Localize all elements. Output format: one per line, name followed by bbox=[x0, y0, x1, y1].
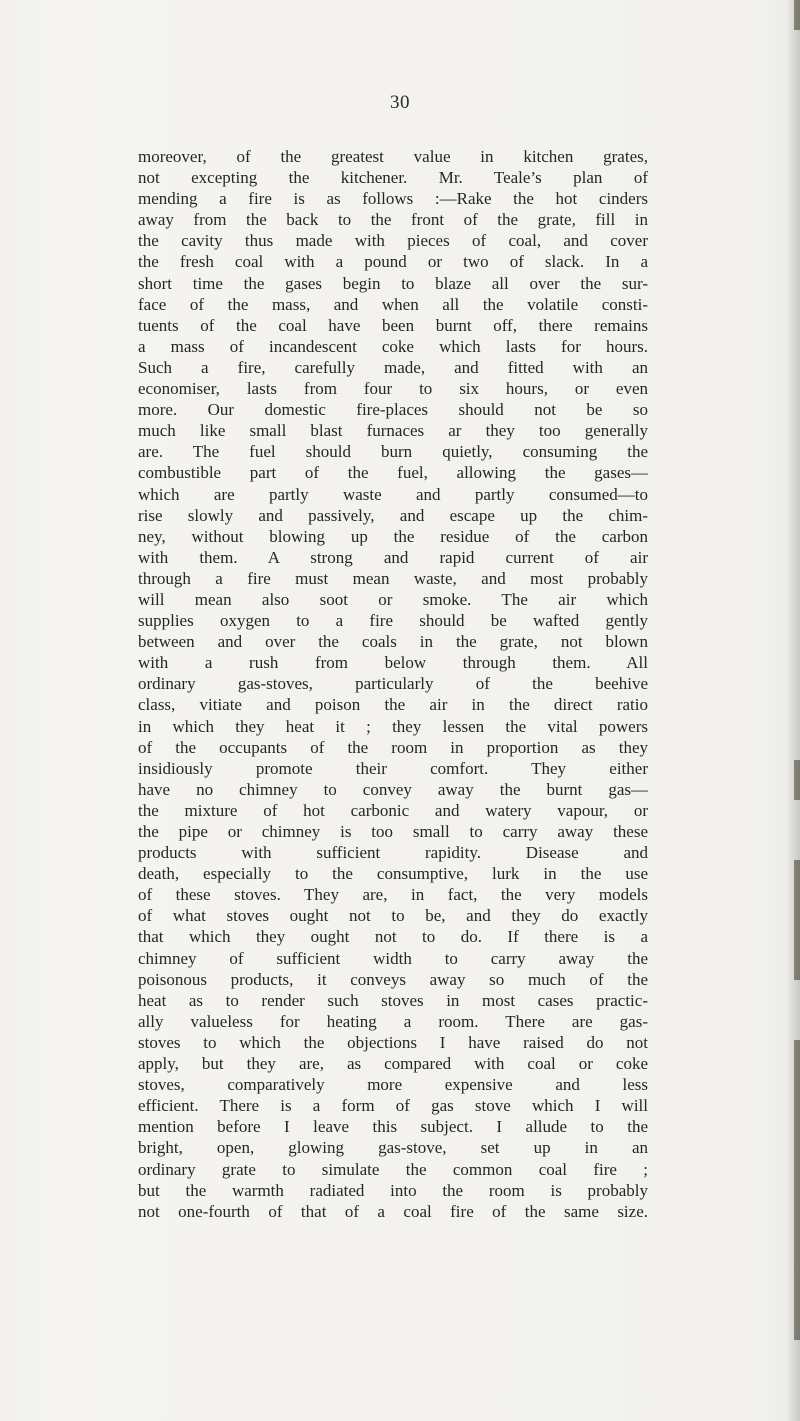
page-number: 30 bbox=[390, 92, 410, 113]
text-line: much like small blast furnaces ar they too generally bbox=[138, 421, 648, 441]
text-line: ney, without blowing up the residue of the carbon bbox=[138, 526, 648, 546]
text-line: are. The fuel should burn quietly, consuming the bbox=[138, 442, 648, 462]
text-line: stoves to which the objections I have raised do not bbox=[138, 1032, 648, 1052]
text-line: poisonous products, it conveys away so much of the bbox=[138, 969, 648, 989]
text-line: stoves, comparatively more expensive and less bbox=[138, 1075, 648, 1095]
text-line: ordinary grate to simulate the common coal fire ; bbox=[138, 1159, 648, 1179]
text-line: combustible part of the fuel, allowing the gases— bbox=[138, 463, 648, 483]
text-line: the pipe or chimney is too small to carry away these bbox=[138, 822, 648, 841]
text-line: mention before I leave this subject. I allude to the bbox=[138, 1117, 648, 1137]
text-line: with a rush from below through them. All bbox=[138, 653, 648, 673]
text-line: tuents of the coal have been burnt off, there remains bbox=[138, 315, 648, 335]
text-line: apply, but they are, as compared with coal or coke bbox=[138, 1054, 648, 1074]
text-line: with them. A strong and rapid current of air bbox=[138, 547, 648, 567]
text-line: away from the back to the front of the grate, fill in bbox=[138, 210, 648, 230]
text-line: class, vitiate and poison the air in the direct ratio bbox=[138, 695, 648, 715]
text-line: not one-fourth of that of a coal fire of the same size. bbox=[138, 1201, 648, 1221]
text-line: ordinary gas-stoves, particularly of the beehive bbox=[138, 674, 648, 694]
text-line: the fresh coal with a pound or two of slack. In a bbox=[138, 252, 648, 272]
text-line: short time the gases begin to blaze all over the sur- bbox=[138, 273, 648, 293]
text-line: not excepting the kitchener. Mr. Teale’s plan of bbox=[138, 168, 648, 188]
page-edge-mark bbox=[794, 1040, 800, 1340]
text-line: between and over the coals in the grate, not blown bbox=[138, 632, 648, 652]
text-line: more. Our domestic fire-places should not be so bbox=[138, 400, 648, 420]
text-line: insidiously promote their comfort. They either bbox=[138, 758, 648, 778]
page-edge-mark bbox=[794, 0, 800, 30]
text-line: through a fire must mean waste, and most probably bbox=[138, 568, 648, 588]
text-line: will mean also soot or smoke. The air which bbox=[138, 589, 648, 609]
text-line: the cavity thus made with pieces of coal, and cover bbox=[138, 231, 648, 251]
text-line: which are partly waste and partly consumed—to bbox=[138, 484, 648, 504]
page-edge-mark bbox=[794, 860, 800, 980]
body-text bbox=[138, 146, 648, 1222]
text-line: products with sufficient rapidity. Disease and bbox=[138, 843, 648, 863]
text-line: heat as to render such stoves in most cases practic- bbox=[138, 990, 648, 1010]
text-line: efficient. There is a form of gas stove which I will bbox=[138, 1096, 648, 1116]
text-line: mending a fire is as follows :—Rake the hot cinders bbox=[138, 189, 648, 209]
text-line: of the occupants of the room in proportion as they bbox=[138, 737, 648, 757]
text-line: supplies oxygen to a fire should be wafted gently bbox=[138, 611, 648, 631]
text-line: of what stoves ought not to be, and they do exactly bbox=[138, 906, 648, 926]
text-line: economiser, lasts from four to six hours, or even bbox=[138, 379, 648, 399]
text-line: but the warmth radiated into the room is probably bbox=[138, 1180, 648, 1200]
text-line: a mass of incandescent coke which lasts for hours. bbox=[138, 336, 648, 356]
text-line: in which they heat it ; they lessen the vital powers bbox=[138, 716, 648, 736]
text-line: ally valueless for heating a room. There are gas- bbox=[138, 1011, 648, 1031]
text-line: have no chimney to convey away the burnt gas— bbox=[138, 779, 648, 799]
text-line: of these stoves. They are, in fact, the very models bbox=[138, 885, 648, 905]
text-line: face of the mass, and when all the volatile consti- bbox=[138, 294, 648, 314]
text-line: Such a fire, carefully made, and fitted with an bbox=[138, 357, 648, 377]
text-line: moreover, of the greatest value in kitchen grates, bbox=[138, 147, 648, 166]
text-line: the mixture of hot carbonic and watery vapour, or bbox=[138, 800, 648, 820]
text-line: bright, open, glowing gas-stove, set up in an bbox=[138, 1138, 648, 1158]
text-line: death, especially to the consumptive, lurk in the use bbox=[138, 864, 648, 884]
text-line: that which they ought not to do. If there is a bbox=[138, 927, 648, 947]
text-line: chimney of sufficient width to carry away the bbox=[138, 948, 648, 968]
page-edge-mark bbox=[794, 760, 800, 800]
text-line: rise slowly and passively, and escape up the chim- bbox=[138, 505, 648, 525]
